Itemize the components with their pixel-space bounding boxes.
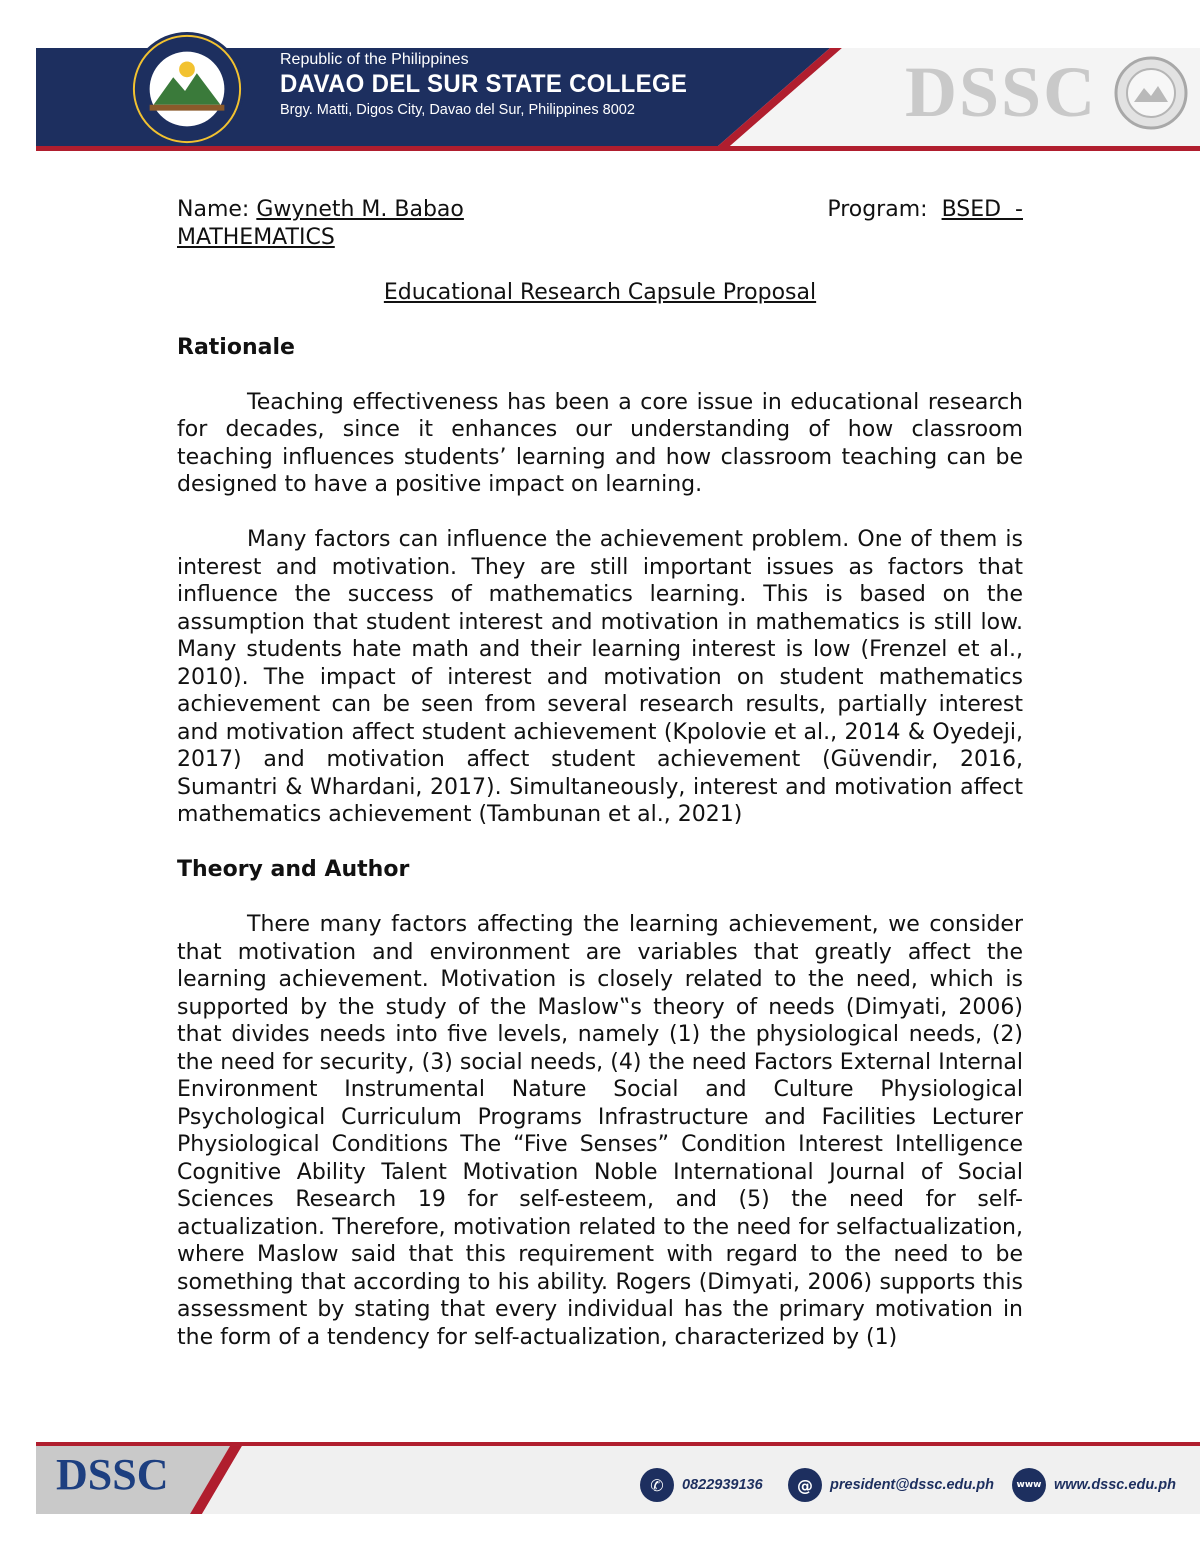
footer-phone	[640, 1468, 763, 1502]
document-title	[177, 279, 1023, 307]
program-label: Program:	[827, 197, 928, 222]
rationale-paragraph-2: Many factors can influence the achievement problem. One of them is interest and motivation. They are still important issues as factors that influence the success of mathematics learning. This is based on the assumption that student interest and motivation in mathematics is still low. Many students hate math and their learning interest is low (Frenzel et al., 2010). The impact of interest and motivation on student mathematics achievement can be seen from several research results, partially interest and motivation affect student achievement (Kpolovie et al., 2014 & Oyedeji, 2017) and motivation affect student achievement (Güvendir, 2016, Sumantri & Whardani, 2017). Simultaneously, interest and motivation affect mathematics achievement (Tambunan et al., 2021)	[177, 527, 1023, 827]
student-info-row	[177, 196, 1023, 224]
phone-icon: ✆	[640, 1468, 674, 1502]
program-value-continued: MATHEMATICS	[177, 224, 335, 250]
program-field	[827, 196, 1023, 224]
document-title-text: Educational Research Capsule Proposal	[383, 279, 817, 305]
at-icon: @	[788, 1468, 822, 1502]
small-seal-icon	[1114, 56, 1188, 130]
college-address: Brgy. Matti, Digos City, Davao del Sur, Philippines 8002	[280, 102, 635, 118]
rationale-heading: Rationale	[177, 334, 295, 360]
email-address: president@dssc.edu.ph	[830, 1477, 995, 1493]
phone-number: 0822939136	[682, 1477, 763, 1493]
college-name: DAVAO DEL SUR STATE COLLEGE	[280, 70, 688, 99]
theory-paragraph-1: There many factors affecting the learning achievement, we consider that motivation and environment are variables that greatly affect the learning achievement. Motivation is closely related to the need, which is supported by the study of the Maslow‟s theory of needs (Dimyati, 2006) that divides needs into five levels, namely (1) the physiological needs, (2) the need for security, (3) social needs, (4) the need Factors External Internal Environment Instrumental Nature Social and Culture Physiological Psychological Curriculum Programs Infrastructure and Facilities Lecturer Physiological Conditions The “Five Senses” Condition Interest Intelligence Cognitive Ability Talent Motivation Noble International Journal of Social Sciences Research 19 for self-esteem, and (5) the need for self-actualization. Therefore, motivation related to the need for selfactualization, where Maslow said that this requirement with regard to the need to be something that according to his ability. Rogers (Dimyati, 2006) supports this assessment by stating that every individual has the primary motivation in the form of a tendency for self-actualization, characterized by (1)	[177, 912, 1023, 1350]
header-text	[280, 50, 687, 120]
letterhead-header	[0, 0, 1200, 160]
footer-logo-text: DSSC	[56, 1450, 169, 1499]
republic-label: Republic of the Philippines	[280, 51, 469, 68]
name-field	[177, 196, 596, 224]
header-logo-text: DSSC	[905, 52, 1098, 132]
www-icon: www	[1012, 1468, 1046, 1502]
theory-heading: Theory and Author	[177, 857, 410, 882]
name-label: Name:	[177, 197, 250, 222]
college-seal-icon	[128, 30, 246, 148]
footer-website	[1012, 1468, 1176, 1502]
letterhead-footer	[0, 1436, 1200, 1553]
rationale-paragraph-1: Teaching effectiveness has been a core issue in educational research for decades, since it enhances our understanding of how classroom teaching influences students’ learning and how classroom teaching can be designed to have a positive impact on learning.	[177, 389, 1023, 497]
name-value: Gwyneth M. Babao	[256, 197, 464, 222]
website-url: www.dssc.edu.ph	[1054, 1477, 1176, 1493]
footer-email	[788, 1468, 994, 1502]
document-body	[177, 196, 1023, 1351]
program-value: BSED -	[941, 197, 1023, 222]
